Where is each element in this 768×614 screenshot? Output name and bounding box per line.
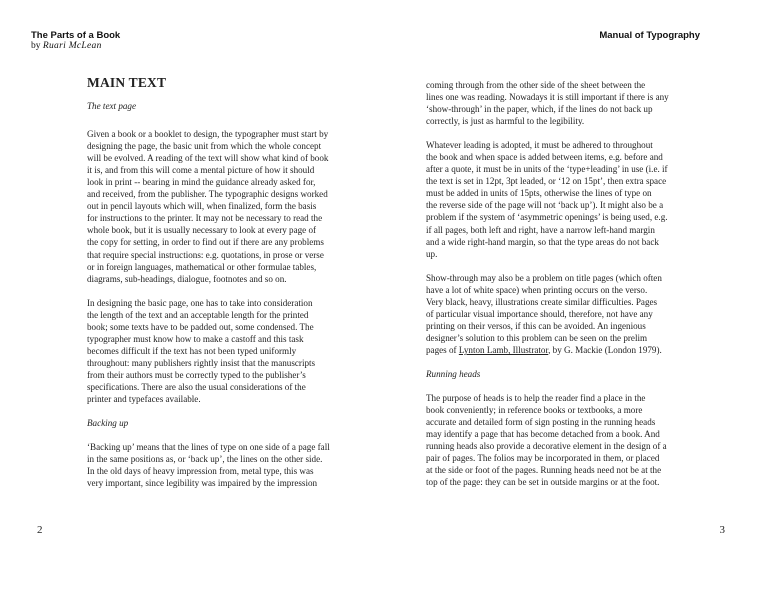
paragraph-line: In designing the basic page, one has to take into consideration [87,297,313,308]
paragraph-line: the text is set in 12pt, 3pt leaded, or ‘12 on 15pt’, then extra space [426,176,667,187]
paragraph-line: at the side or foot of the pages. Running heads need not be at the [426,465,662,476]
paragraph-line: throughout: many publishers rightly insist that the manuscripts [87,357,316,368]
paragraph-line: diagrams, sub-headings, dialogue, footnotes and so on. [87,273,287,284]
paragraph-line: ‘show-through’ in the paper, which, if the lines do not back up [426,104,653,115]
paragraph-line: In the old days of heavy impression from, metal type, this was [87,466,314,477]
paragraph-line: correctly, is just as harmful to the legibility. [426,116,585,127]
paragraph-line: designer’s solution to this problem can be seen on the prelim [426,332,648,343]
paragraph-line: running heads also provide a decorative element in the design of a [426,441,667,452]
paragraph-line: pair of pages. The folios may be incorporated in them, or placed [426,453,660,464]
page-number-right: 3 [719,524,725,536]
paragraph-line: specifications. There are also the usual considerations of the [87,381,306,392]
paragraph-line: up. [426,248,438,259]
paragraph-line: book; some texts have to be padded out, some condensed. The [87,321,314,332]
paragraph-line: book conveniently; in reference books or textbooks, a more [426,405,643,416]
right-page-text [426,79,696,488]
paragraph-line: coming through from the other side of the sheet between the [426,80,646,90]
paragraph-line: out in pencil layouts which will, when finalized, form the basis [87,201,317,212]
paragraph-line: Show-through may also be a problem on title pages (which often [426,272,662,283]
subheading-running-heads: Running heads [426,368,481,379]
paragraph-line: printing on their versos, if this can be avoided. An ingenious [426,320,646,331]
running-head-right: Manual of Typography [599,30,700,41]
paragraph-line: printer and typefaces available. [87,394,201,405]
paragraph [87,128,357,285]
paragraph [426,272,696,344]
paragraph-line: top of the page: they can be set in outside margins or at the foot. [426,477,660,488]
paragraph-line: from their authors must be correctly typed to the publisher’s [87,369,306,380]
paragraph-line: that require special instructions: e.g. quotations, in prose or verse [87,249,324,260]
paragraph-line: designing the page, the basic unit from which the whole concept [87,141,322,152]
paragraph-line: lines one was reading. Nowadays it is still important if there is any [426,92,669,103]
paragraph-line: the length of the text and an acceptable length for the printed [87,309,309,320]
paragraph [87,441,357,489]
paragraph-line: and a wide right-hand margin, so that the type areas do not back [426,236,659,247]
paragraph-line: typographer must know how to make a castoff and this task [87,333,304,344]
subheading-text-page: The text page [87,101,136,111]
paragraph-line: becomes difficult if the text has not been typed uniformly [87,345,297,356]
paragraph-line: Whatever leading is adopted, it must be adhered to throughout [426,140,653,151]
paragraph-line: must be added in units of 15pts, otherwise the lines of type on [426,188,652,199]
page-number-left: 2 [37,524,43,536]
paragraph-line: very important, since legibility was impaired by the impression [87,478,318,489]
paragraph-line: of particular visual importance should, therefore, not have any [426,308,653,319]
paragraph-line: if all pages, both left and right, have a narrow left-hand margin [426,224,655,235]
paragraph-line: or in foreign languages, mathematical or other formulae tables, [87,261,317,272]
paragraph-line: may identify a page that has become detached from a book. And [426,429,660,440]
paragraph-line: ‘Backing up’ means that the lines of type on one side of a page fall [87,442,330,453]
paragraph-line: in the same positions as, or ‘back up’, the lines on the other side. [87,454,323,465]
paragraph-line: will be evolved. A reading of the text will show what kind of book [87,153,329,164]
left-page-text [87,75,357,489]
paragraph [426,392,696,488]
paragraph [87,297,357,405]
paragraph-line: have a lot of white space) when printing occurs on the verso. [426,284,648,295]
paragraph-line: Given a book or a booklet to design, the typographer must start by [87,129,329,140]
paragraph-line: pages of Lynton Lamb, Illustrator, by G. Mackie (London 1979). [426,344,662,355]
paragraph [426,79,696,127]
paragraph-line: the reverse side of the page will not ‘back up’). It might also be a [426,200,664,211]
paragraph-line: for instructions to the printer. It may not be necessary to read the [87,213,323,224]
paragraph-line: look in print -- bearing in mind the guidance already asked for, [87,177,316,188]
paragraph-line: it is, and from this will come a mental picture of how it should [87,165,315,176]
paragraph-line: and received, from the publisher. The typographic designs worked [87,189,328,200]
paragraph-line: the copy for setting, in order to find out if there are any problems [87,237,324,248]
paragraph-line: the book and when space is added between items, e.g. before and [426,152,663,163]
book-author [31,41,120,52]
section-heading: MAIN TEXT [87,75,167,90]
paragraph-line: whole book, but it is usually necessary to look at every page of [87,225,317,236]
paragraph-line: accurate and detailed form of sign posting in the running heads [426,417,656,428]
paragraph-line: problem if the system of ‘asymmetric openings’ is being used, e.g. [426,212,668,223]
paragraph-line: The purpose of heads is to help the reader find a place in the [426,393,646,404]
running-head-left [31,30,120,52]
subheading-backing-up: Backing up [87,418,129,429]
by-label: by [31,41,41,51]
author-name: Ruari McLean [42,41,102,51]
paragraph-line: Very black, heavy, illustrations create similar difficulties. Pages [426,296,658,307]
paragraph-line: after a quote, it must be in units of the ‘type+leading’ in use (i.e. if [426,164,668,175]
paragraph [426,139,696,259]
book-title: The Parts of a Book [31,30,121,41]
book-reference-link: Lynton Lamb, Illustrator [458,344,549,355]
